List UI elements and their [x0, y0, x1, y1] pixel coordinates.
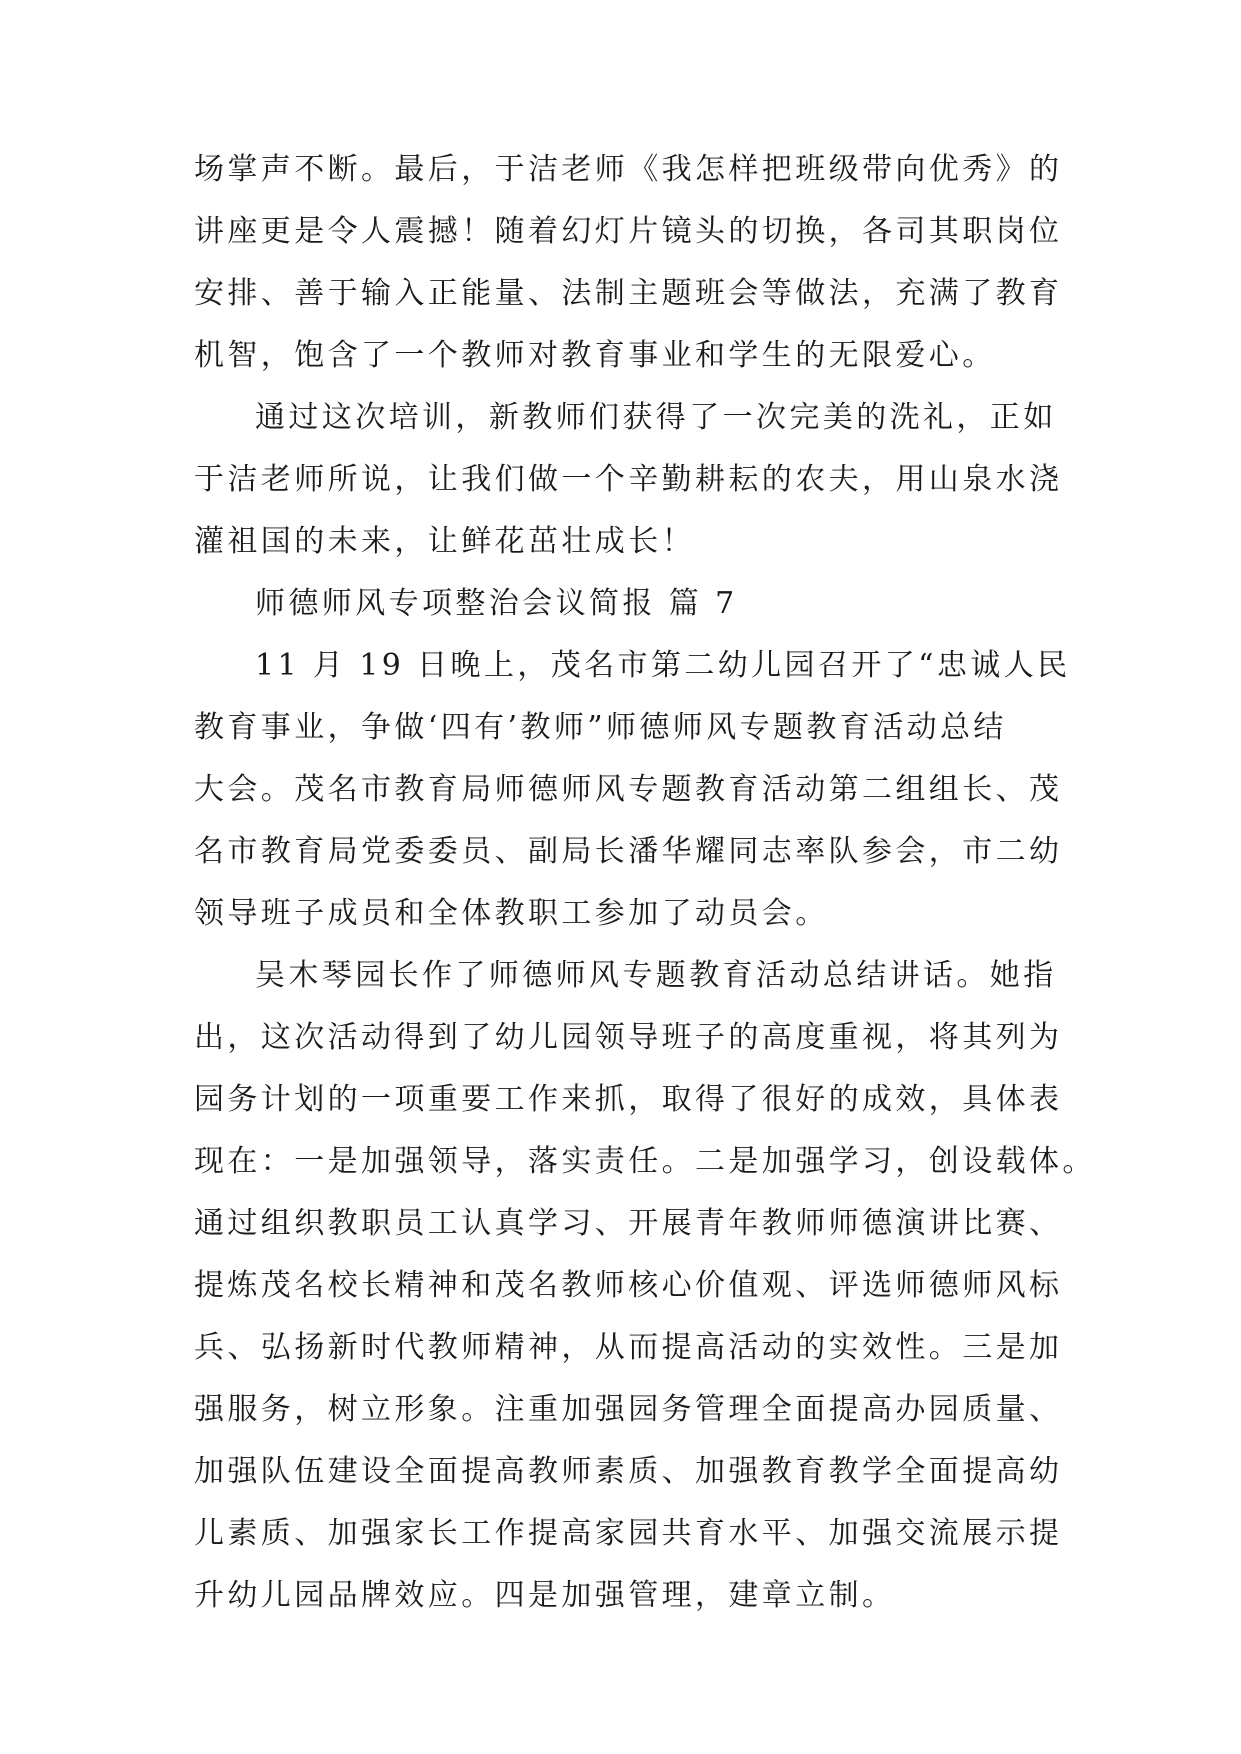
text-line: 灌祖国的未来，让鲜花茁壮成长！	[194, 524, 695, 559]
paragraph-start-line: 通过这次培训，新教师们获得了一次完美的洗礼，正如	[255, 400, 1057, 435]
text-line: 教育事业，争做‘四有’教师”师德师风专题教育活动总结	[194, 710, 1007, 745]
text-line: 大会。茂名市教育局师德师风专题教育活动第二组组长、茂	[194, 772, 1063, 807]
text-line: 升幼儿园品牌效应。四是加强管理，建章立制。	[194, 1578, 896, 1613]
paragraph-start-line: 11 月 19 日晚上，茂名市第二幼儿园召开了“忠诚人民	[255, 648, 1071, 683]
text-line: 通过组织教职员工认真学习、开展青年教师师德演讲比赛、	[194, 1206, 1063, 1241]
text-line: 加强队伍建设全面提高教师素质、加强教育教学全面提高幼	[194, 1454, 1063, 1489]
text-line: 兵、弘扬新时代教师精神，从而提高活动的实效性。三是加	[194, 1330, 1063, 1365]
text-line: 安排、善于输入正能量、法制主题班会等做法，充满了教育	[194, 276, 1063, 311]
text-line: 于洁老师所说，让我们做一个辛勤耕耘的农夫，用山泉水浇	[194, 462, 1063, 497]
text-line: 儿素质、加强家长工作提高家园共育水平、加强交流展示提	[194, 1516, 1063, 1551]
text-line: 现在：一是加强领导，落实责任。二是加强学习，创设载体。	[194, 1144, 1096, 1179]
text-line: 园务计划的一项重要工作来抓，取得了很好的成效，具体表	[194, 1082, 1063, 1117]
section-heading: 师德师风专项整治会议简报 篇 7	[255, 586, 738, 621]
text-line: 出，这次活动得到了幼儿园领导班子的高度重视，将其列为	[194, 1020, 1063, 1055]
text-line: 讲座更是令人震撼！随着幻灯片镜头的切换，各司其职岗位	[194, 214, 1063, 249]
text-line: 领导班子成员和全体教职工参加了动员会。	[194, 896, 829, 931]
text-line: 强服务，树立形象。注重加强园务管理全面提高办园质量、	[194, 1392, 1063, 1427]
text-line: 机智，饱含了一个教师对教育事业和学生的无限爱心。	[194, 338, 996, 373]
text-line: 提炼茂名校长精神和茂名教师核心价值观、评选师德师风标	[194, 1268, 1063, 1303]
text-line: 场掌声不断。最后，于洁老师《我怎样把班级带向优秀》的	[194, 152, 1063, 187]
text-line: 名市教育局党委委员、副局长潘华耀同志率队参会，市二幼	[194, 834, 1063, 869]
paragraph-start-line: 吴木琴园长作了师德师风专题教育活动总结讲话。她指	[255, 958, 1057, 993]
